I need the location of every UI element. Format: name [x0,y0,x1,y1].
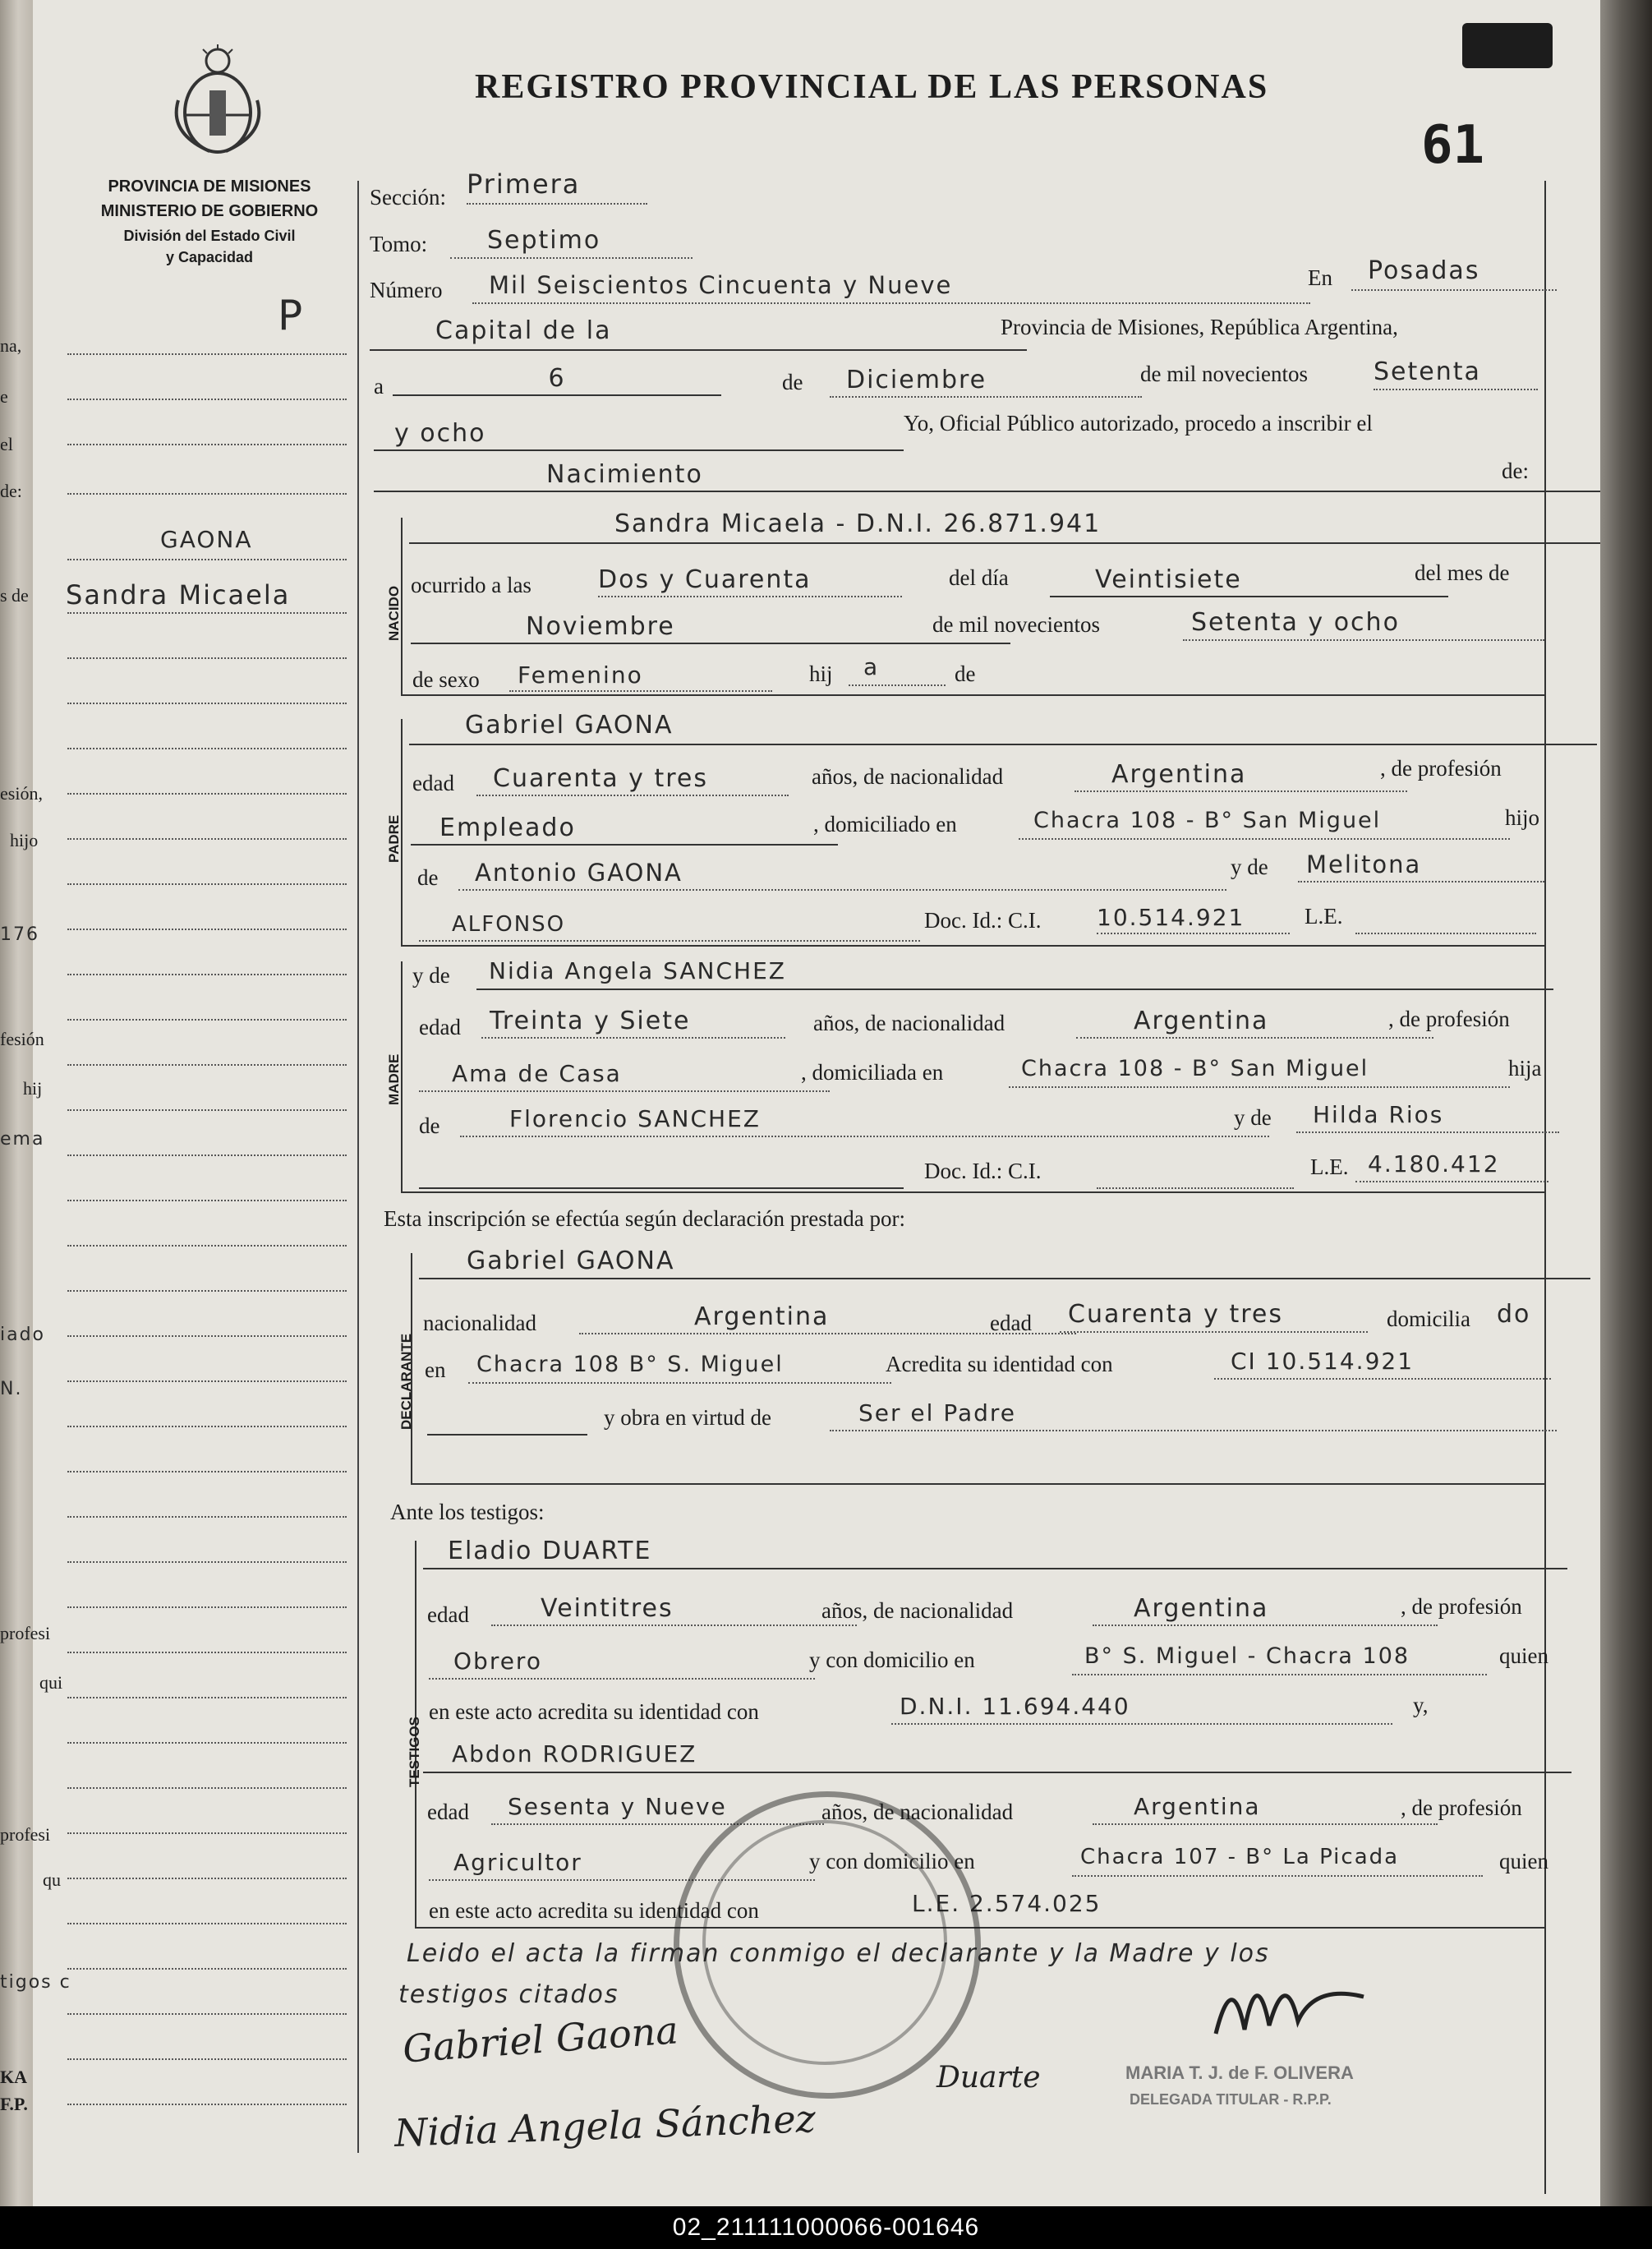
testigo1-nac-label: años, de nacionalidad [821,1598,1014,1623]
testigo1-prof-label: , de profesión [1401,1594,1522,1619]
tomo-value: Septimo [450,226,693,259]
hora-value: Dos y Cuarenta [598,565,902,597]
facing-page-text: s de [0,585,29,606]
division-label: División del Estado Civil [123,228,296,244]
oficial-text: Yo, Oficial Público autorizado, procedo a inscribir el [904,411,1373,436]
a-label: a [374,374,384,399]
signature-testigo: Duarte [936,2061,1041,2095]
image-caption-code: 02_211111000066-001646 [0,2206,1652,2249]
testigo2-edad-label: edad [427,1800,469,1824]
testigo2-domicilio-value: Chacra 107 - B° La Picada [1072,1845,1483,1877]
madre-prof-label: , de profesión [1388,1007,1510,1031]
facing-page-text: iado [0,1325,46,1345]
acto-value: Nacimiento [374,460,1643,492]
nacido-mil-label: de mil novecientos [932,612,1100,637]
declarante-nacionalidad-value: Argentina [579,1302,1076,1334]
dia-value: 6 [393,364,721,396]
facing-page-text: KA [0,2067,27,2087]
testigo1-nombre: Eladio DUARTE [423,1537,1567,1569]
facing-page-text: profesi [0,1824,51,1845]
lugar-cont-value: Capital de la [370,316,1027,351]
obra-label: y obra en virtud de [604,1405,771,1430]
testigo1-dom-label: y con domicilio en [809,1648,975,1672]
signature-padre: Gabriel Gaona [401,2007,680,2072]
nacido-mes-value: Noviembre [411,612,1010,644]
testigos-label: TESTIGOS [407,1717,422,1787]
de-label: de [782,370,803,394]
margin-divider [357,181,359,2153]
abuelo-materno-value: Florencio SANCHEZ [460,1105,1269,1137]
testigos-intro: Ante los testigos: [390,1500,545,1524]
declarante-edad-value: Cuarenta y tres [1060,1300,1368,1333]
abuela-materna-value: Hilda Rios [1296,1101,1559,1133]
margin-surname: GAONA [160,526,253,553]
padre-prof-label: , de profesión [1380,756,1502,781]
registry-stamp-inner [702,1820,947,2065]
numero-value: Mil Seiscientos Cincuenta y Nueve [472,271,1310,304]
del-dia-label: del día [949,565,1009,590]
abuela-paterna-cont-value: ALFONSO [419,912,920,942]
testigo1-profesion-value: Obrero [429,1648,815,1680]
madre-nacionalidad-value: Argentina [1076,1007,1433,1039]
facing-page-text: de: [0,481,22,501]
padre-le-label: L.E. [1305,904,1343,929]
abuela-paterna-value: Melitona [1298,850,1544,883]
testigo1-acredita-label: en este acto acredita su identidad con [429,1699,759,1724]
testigo1-domicilio-value: B° S. Miguel - Chacra 108 [1072,1643,1487,1675]
hij-label: hij [809,661,833,686]
declarante-nac-label: nacionalidad [423,1311,536,1335]
declarante-documento-value: CI 10.514.921 [1214,1348,1551,1380]
madre-le-value: 4.180.412 [1355,1150,1548,1182]
facing-page-text: qu [43,1869,61,1890]
domicilia-suffix-value: do [1497,1300,1531,1329]
padre-edad-value: Cuarenta y tres [476,764,789,796]
testigo2-profesion-value: Agricultor [429,1849,815,1881]
closing-line-1: Leido el acta la firman conmigo el declarante y la Madre y los [407,1939,1270,1968]
declarante-domicilio-value: Chacra 108 B° S. Miguel [468,1352,891,1384]
madre-domicilio-value: Chacra 108 - B° San Miguel [1009,1056,1510,1088]
testigo2-nacionalidad-value: Argentina [1093,1793,1438,1825]
facing-page-text: hijo [10,830,39,850]
anio-cont-value: y ocho [374,419,904,451]
document-title: REGISTRO PROVINCIAL DE LAS PERSONAS [475,68,1269,106]
facing-page-text: ema [0,1129,45,1150]
facing-page-text: F.P. [0,2094,28,2114]
testigo2-nac-label: años, de nacionalidad [821,1800,1014,1824]
madre-le-label: L.E. [1310,1154,1349,1179]
facing-page-text: el [0,434,13,454]
closing-line-2: testigos citados [398,1980,619,2009]
padre-nacionalidad-value: Argentina [1074,760,1407,792]
padre-label: PADRE [386,814,402,863]
padre-edad-label: edad [412,771,454,795]
madre-blank-line [419,1159,904,1189]
margin-given-names: Sandra Micaela [66,579,291,611]
nacido-anio-value: Setenta y ocho [1183,608,1544,641]
official-signature-icon [1208,1960,1372,2050]
testigo1-edad-value: Veintitres [491,1594,857,1626]
padre-doc-value: 10.514.921 [1097,904,1290,934]
de-colon-label: de: [1502,459,1529,483]
testigo2-acredita-label: en este acto acredita su identidad con [429,1898,759,1923]
madre-profesion-value: Ama de Casa [419,1060,830,1092]
mil-novecientos-label: de mil novecientos [1140,362,1308,386]
book-binding [0,0,33,2206]
nacido-nombre: Sandra Micaela - D.N.I. 26.871.941 [409,509,1652,544]
padre-nac-label: años, de nacionalidad [812,764,1004,789]
madre-label: MADRE [386,1053,402,1105]
declarante-acredita-label: Acredita su identidad con [886,1352,1113,1376]
abuelo-paterno-value: Antonio GAONA [458,859,1226,891]
domicilia-label: domicilia [1387,1307,1470,1331]
madre-nombre: Nidia Angela SANCHEZ [476,957,1553,990]
seccion-label: Sección: [370,185,446,210]
padre-nombre: Gabriel GAONA [409,711,1597,745]
facing-page-text: e [0,386,8,407]
facing-page-text: tigos c [0,1972,71,1993]
padre-de-label: de [417,865,439,890]
hijo-label: hijo [1505,805,1540,830]
nacido-label: NACIDO [386,585,402,641]
provincia-label: PROVINCIA DE MISIONES [108,177,311,196]
padre-le-value [1355,904,1536,934]
madre-nac-label: años, de nacionalidad [813,1011,1005,1035]
institution-header [66,174,353,270]
nacido-de-label: de [955,661,976,686]
hij-suffix-value: a [849,653,946,686]
ocurrido-label: ocurrido a las [411,573,531,597]
sexo-label: de sexo [412,667,480,692]
testigos-y-label: y, [1413,1693,1429,1717]
testigo2-quien-label: quien [1499,1849,1548,1873]
sexo-value: Femenino [509,661,772,692]
padre-yde-label: y de [1231,855,1268,879]
testigo2-edad-value: Sesenta y Nueve [491,1793,824,1825]
facing-page-text: na, [0,335,22,356]
madre-edad-label: edad [419,1015,461,1039]
official-title: DELEGADA TITULAR - R.P.P. [1130,2091,1332,2108]
del-mes-label: del mes de [1415,560,1510,585]
madre-dom-label: , domiciliada en [801,1060,944,1085]
numero-label: Número [370,278,443,302]
testigo1-nacionalidad-value: Argentina [1093,1594,1438,1626]
testigo1-doc-value: D.N.I. 11.694.440 [891,1693,1392,1725]
coat-of-arms-icon [168,43,267,158]
nacido-dia-value: Veintisiete [1050,565,1448,597]
margin-mark: P [278,292,305,339]
padre-dom-label: , domiciliado en [813,812,957,836]
testigo2-doc-value: L.E. 2.574.025 [912,1890,1102,1917]
declarante-intro: Esta inscripción se efectúa según declaración prestada por: [384,1206,905,1231]
declarante-label: DECLARANTE [398,1333,414,1430]
madre-doc-value [1097,1159,1294,1189]
seccion-value: Primera [467,168,647,205]
declarante-en-label: en [425,1357,446,1382]
declarante-blank-line [427,1405,587,1436]
testigo1-edad-label: edad [427,1602,469,1627]
book-edge [1600,0,1652,2206]
padre-profesion-value: Empleado [411,813,838,846]
testigo2-nombre: Abdon RODRIGUEZ [423,1740,1571,1773]
mes-value: Diciembre [830,366,1142,398]
madre-yde-label: y de [412,963,450,988]
declarante-edad-label: edad [990,1311,1032,1335]
anio-value: Setenta [1374,357,1538,390]
facing-page-text: N. [0,1379,23,1399]
padre-domicilio-value: Chacra 108 - B° San Miguel [1019,808,1510,840]
facing-page-text: qui [39,1672,63,1693]
testigo2-dom-label: y con domicilio en [809,1849,975,1873]
declarante-virtud-value: Ser el Padre [830,1399,1557,1431]
corner-tab [1462,23,1553,68]
capacidad-label: y Capacidad [165,249,254,265]
madre-edad-value: Treinta y Siete [481,1007,785,1039]
facing-page-text: 176 [0,924,39,945]
madre-de-label: de [419,1113,440,1138]
signature-madre: Nidia Angela Sánchez [393,2096,817,2155]
hija-label: hija [1508,1056,1542,1081]
en-label: En [1308,265,1332,290]
folio-number: 61 [1421,115,1485,176]
facing-page-text: hij [23,1078,43,1099]
provincia-text: Provincia de Misiones, República Argentina, [1001,315,1398,339]
ministerio-label: MINISTERIO DE GOBIERNO [100,202,319,220]
tomo-label: Tomo: [370,232,428,256]
official-name: MARIA T. J. de F. OLIVERA [1125,2062,1354,2083]
madre-yde2-label: y de [1234,1105,1272,1130]
facing-page-text: esión, [0,783,43,804]
lugar-value: Posadas [1351,256,1557,291]
facing-page-text: fesión [0,1029,44,1049]
padre-doc-label: Doc. Id.: C.I. [924,908,1042,933]
madre-doc-label: Doc. Id.: C.I. [924,1159,1042,1183]
declarante-nombre: Gabriel GAONA [419,1247,1590,1279]
testigo1-quien-label: quien [1499,1643,1548,1668]
facing-page-text: profesi [0,1623,51,1643]
testigo2-prof-label: , de profesión [1401,1795,1522,1820]
